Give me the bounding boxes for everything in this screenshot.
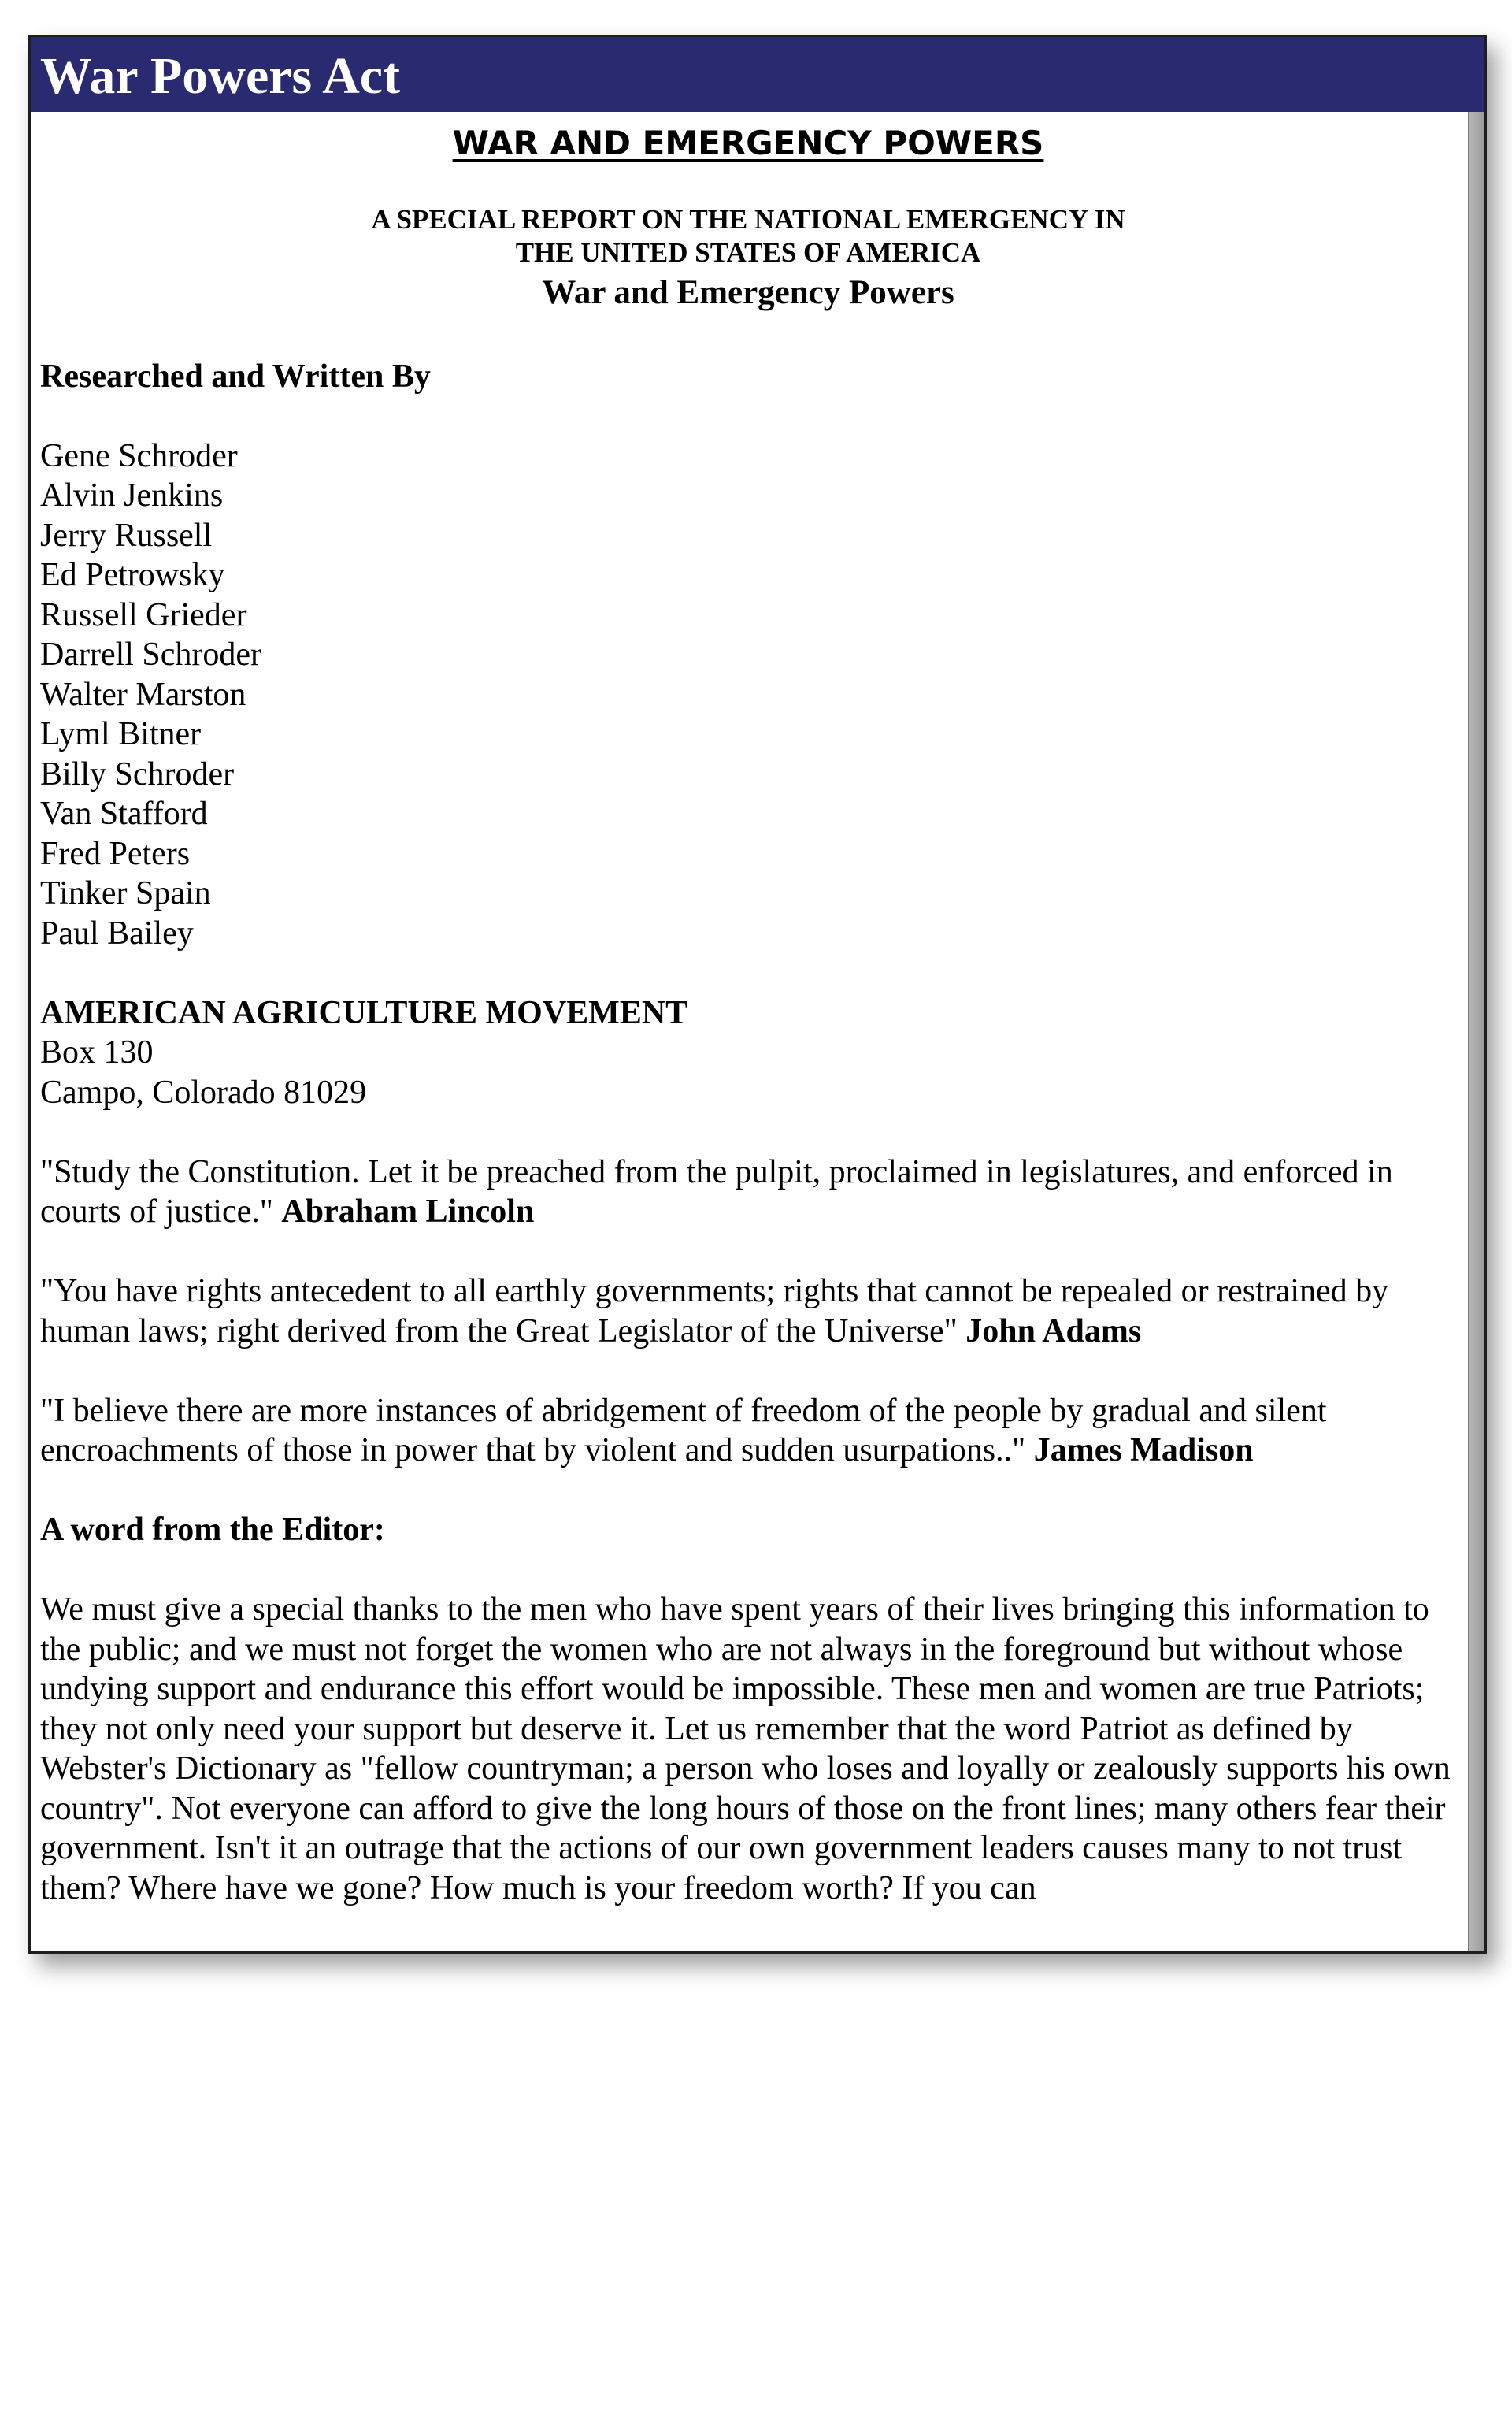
author-name: Walter Marston bbox=[40, 676, 246, 713]
author-name: Paul Bailey bbox=[40, 915, 194, 952]
subheading-line: A SPECIAL REPORT ON THE NATIONAL EMERGENCY IN bbox=[371, 204, 1125, 235]
quote-author: John Adams bbox=[965, 1312, 1142, 1349]
author-name: Tinker Spain bbox=[40, 875, 211, 911]
quote-text: "You have rights antecedent to all earthly governments; rights that cannot be repealed or restrained by human laws; right derived from the Great Legislator of the Universe" bbox=[40, 1273, 1389, 1349]
quote bbox=[40, 1271, 1456, 1351]
document-window bbox=[28, 35, 1487, 1954]
author-name: Russell Grieder bbox=[40, 596, 247, 633]
author-name: Gene Schroder bbox=[40, 437, 238, 474]
author-name: Alvin Jenkins bbox=[40, 477, 224, 514]
editor-heading: A word from the Editor: bbox=[40, 1512, 385, 1548]
document-content[interactable] bbox=[40, 112, 1456, 1951]
page-headline: WAR AND EMERGENCY POWERS bbox=[452, 124, 1044, 162]
author-name: Ed Petrowsky bbox=[40, 557, 225, 593]
quote bbox=[40, 1391, 1456, 1471]
authors-heading: Researched and Written By bbox=[40, 358, 431, 395]
quote-text: "I believe there are more instances of abridgement of freedom of the people by gradual and silent encroachments of those in power that by violent and sudden usurpations.." bbox=[40, 1392, 1327, 1468]
address-line: Box 130 bbox=[40, 1034, 154, 1071]
report-subheading bbox=[40, 203, 1456, 269]
organization-name: AMERICAN AGRICULTURE MOVEMENT bbox=[40, 994, 688, 1031]
editor-paragraph: We must give a special thanks to the men who have spent years of their lives bringing this information to the public; and we must not forget the women who are not always in the foreground but without whose undying support and endurance this effort would be impossible. These men and women are true Patriots; they not only need your support but deserve it. Let us remember that the word Patriot as defined by Webster's Dictionary as "fellow countryman; a person who loses and loyally or zealously supports his own country". Not everyone can afford to give the long hours of those on the front lines; many others fear their government. Isn't it an outrage that the actions of our own government leaders causes many to not trust them? Where have we gone? How much is your freedom worth? If you can bbox=[40, 1591, 1451, 1906]
author-name: Jerry Russell bbox=[40, 517, 213, 554]
address-line: Campo, Colorado 81029 bbox=[40, 1074, 367, 1111]
window-title: War Powers Act bbox=[31, 37, 1484, 112]
author-name: Darrell Schroder bbox=[40, 637, 262, 673]
quote-author: James Madison bbox=[1033, 1432, 1254, 1468]
author-name: Lyml Bitner bbox=[40, 716, 202, 752]
author-name: Fred Peters bbox=[40, 835, 191, 872]
quote-text: "Study the Constitution. Let it be preached from the pulpit, proclaimed in legislatures, and enforced in courts of justice." bbox=[40, 1153, 1393, 1230]
quote-author: Abraham Lincoln bbox=[281, 1193, 535, 1230]
document-title: War and Emergency Powers bbox=[542, 274, 954, 311]
organization-address bbox=[40, 993, 1456, 1113]
vertical-scrollbar[interactable] bbox=[1468, 112, 1484, 1951]
quote bbox=[40, 1152, 1456, 1232]
subheading-line: THE UNITED STATES OF AMERICA bbox=[515, 237, 981, 268]
author-name: Billy Schroder bbox=[40, 755, 235, 792]
authors-list bbox=[40, 436, 1456, 954]
author-name: Van Stafford bbox=[40, 796, 208, 832]
